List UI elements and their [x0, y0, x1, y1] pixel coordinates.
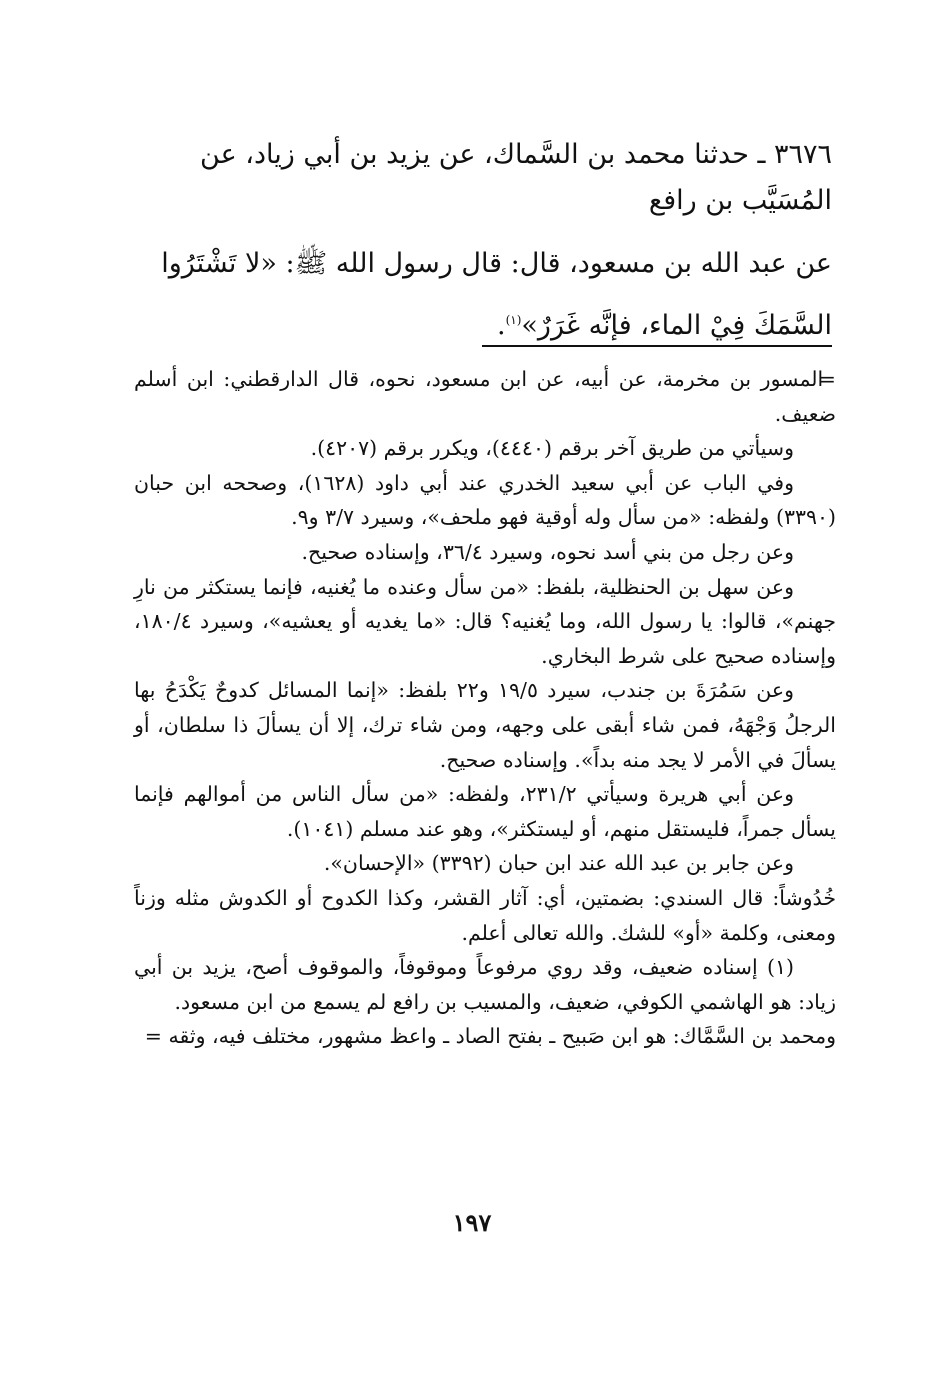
note-p4: وعن رجل من بني أسد نحوه، وسيرد ٣٦/٤، وإسناده صحيح. [301, 539, 794, 564]
hadith-line-2: المُسَيَّب بن رافع [648, 185, 832, 216]
note-p7: وعن أبي هريرة وسيأتي ٢٣١/٢، ولفظه: «من سأل الناس من أموالهم فإنما يسأل جمراً، فليستقل منهم، أو ليستكثر»، وهو عند مسلم (١٠٤١). [134, 782, 836, 841]
note-p8: وعن جابر بن عبد الله عند ابن حبان (٣٣٩٢) «الإحسان». [323, 851, 794, 876]
footnote-1-cont [134, 1019, 836, 1054]
continuation-end-marker: = [144, 1024, 162, 1049]
footnote-ref: (١) [505, 313, 522, 327]
hadith-body-text: السَّمَكَ فِيْ الماء، فإنَّه غَرَرٌ» [521, 310, 832, 341]
note-p1-text: المسور بن مخرمة، عن أبيه، عن ابن مسعود، نحوه، قال الدارقطني: ابن أسلم ضعيف. [134, 367, 836, 426]
footnotes [134, 362, 836, 1054]
hadith-end: . [496, 310, 506, 341]
note-p5: وعن سهل بن الحنظلية، بلفظ: «من سأل وعنده ما يُغنيه، فإنما يستكثر من نارِ جهنم»، قالوا: يا رسول الله، وما يُغنيه؟ قال: «ما يغديه أو يعشيه»، وسيرد ١٨٠/٤، وإسناده صحيح على شرط البخاري. [134, 574, 836, 668]
footnote-1: (١) إسناده ضعيف، وقد روي مرفوعاً وموقوفاً، والموقوف أصح، يزيد بن أبي زياد: هو الهاشمي الكوفي، ضعيف، والمسيب بن رافع لم يسمع من ابن مسعود. [134, 955, 836, 1014]
note-p1 [134, 362, 836, 431]
page-number: ١٩٧ [452, 1208, 492, 1237]
note-p9: خُدُوشاً: قال السندي: بضمتين، أي: آثار القشر، وكذا الكدوح أو الكدوش مثله وزناً ومعنى، وكلمة «أو» للشك. والله تعالى أعلم. [134, 885, 836, 945]
note-p2: وسيأتي من طريق آخر برقم (٤٤٤٠)، ويكرر برقم (٤٢٠٧). [310, 436, 794, 461]
footnote-1-cont-text: ومحمد بن السَّمَّاك: هو ابن صَبيح ـ بفتح الصاد ـ واعظ مشهور، مختلف فيه، وثقه [168, 1024, 836, 1049]
note-p3: وفي الباب عن أبي سعيد الخدري عند أبي داود (١٦٢٨)، وصححه ابن حبان (٣٣٩٠) ولفظه: «من سأل وله أوقية فهو ملحف»، وسيرد ٣/٧ و٩. [134, 470, 836, 530]
note-p6: وعن سَمُرَةَ بن جندب، سيرد ١٩/٥ و٢٢ بلفظ: «إنما المسائل كدوحٌ يَكْدَحُ بها الرجلُ وَجْهَهُ، فمن شاء أبقى على وجهه، ومن شاء ترك، إلا أن يسألَ ذا سلطان، أو يسألَ في الأمر لا يجد منه بداً». وإسناده صحيح. [134, 678, 836, 772]
hadith-body-line-1: عن عبد الله بن مسعود، قال: قال رسول الله ﷺ: «لا تَشْتَرُوا [161, 248, 832, 279]
continuation-marker: = [818, 367, 836, 391]
hadith-isnad [132, 132, 832, 224]
hadith-line-1: ٣٦٧٦ ـ حدثنا محمد بن السَّماك، عن يزيد بن أبي زياد، عن [200, 139, 832, 170]
footnote-separator [482, 345, 832, 347]
hadith-matn [132, 236, 832, 354]
